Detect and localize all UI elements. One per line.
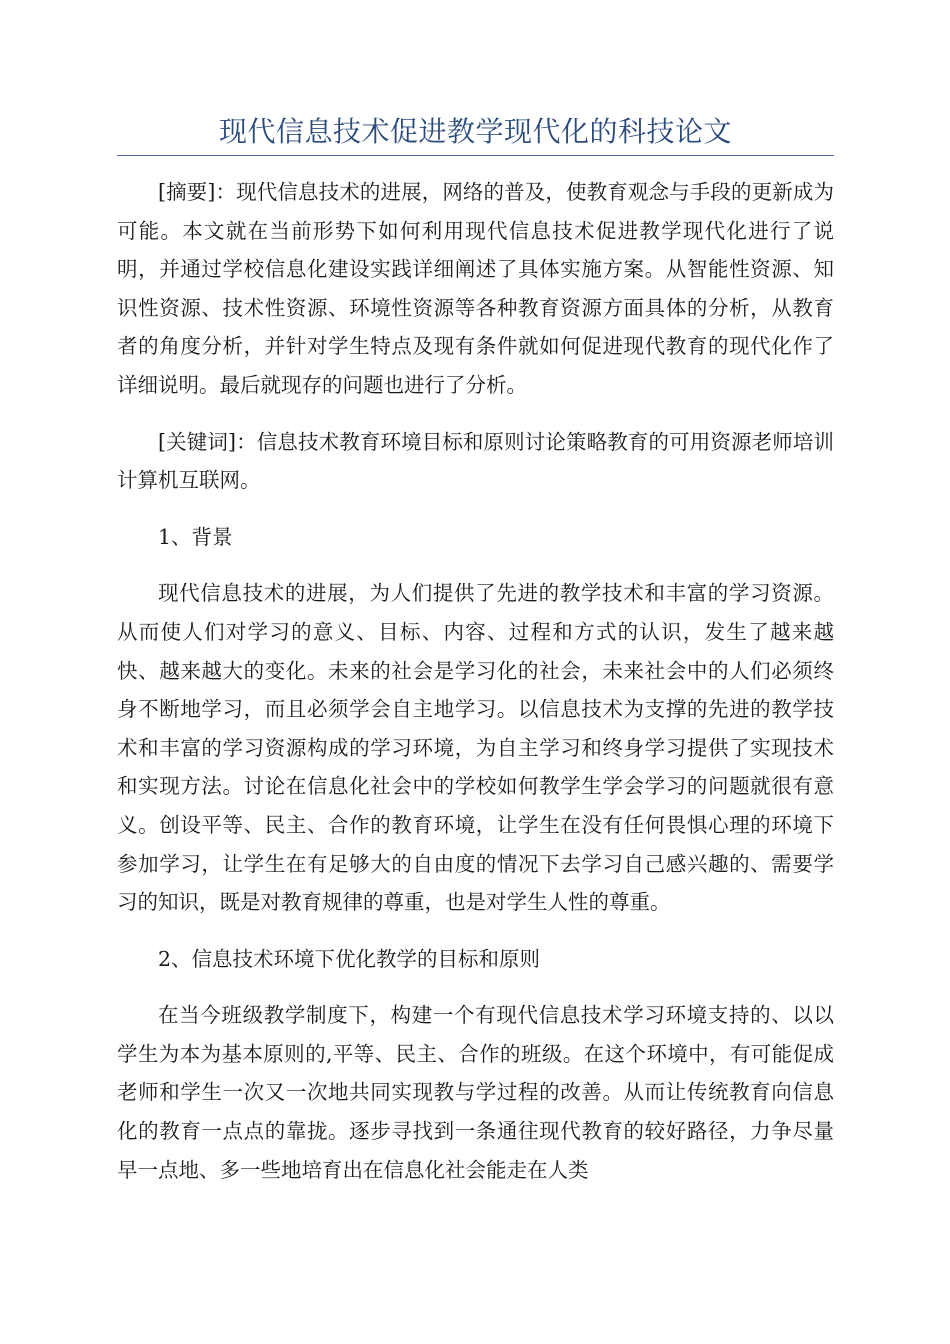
title-underline bbox=[117, 155, 834, 156]
background-paragraph: 现代信息技术的进展，为人们提供了先进的教学技术和丰富的学习资源。从而使人们对学习的意义、目标、内容、过程和方式的认识，发生了越来越快、越来越大的变化。未来的社会是学习化的社会，未来社会中的人们必须终身不断地学习，而且必须学会自主地学习。以信息技术为支撑的先进的教学技术和丰富的学习资源构成的学习环境，为自主学习和终身学习提供了实现技术和实现方法。讨论在信息化社会中的学校如何教学生学会学习的问题就很有意义。创设平等、民主、合作的教育环境，让学生在没有任何畏惧心理的环境下参加学习，让学生在有足够大的自由度的情况下去学习自己感兴趣的、需要学习的知识，既是对教育规律的尊重，也是对学生人性的尊重。 bbox=[117, 581, 834, 915]
section-heading-goals: 2、信息技术环境下优化教学的目标和原则 bbox=[158, 946, 541, 971]
document-title: 现代信息技术促进教学现代化的科技论文 bbox=[218, 115, 732, 148]
goals-paragraph: 在当今班级教学制度下，构建一个有现代信息技术学习环境支持的、以以学生为本为基本原则的,平等、民主、合作的班级。在这个环境中，有可能促成老师和学生一次又一次地共同实现教与学过程的改善。从而让传统教育向信息化的教育一点点的靠拢。逐步寻找到一条通往现代教育的较好路径，力争尽量早一点地、多一些地培育出在信息化社会能走在人类 bbox=[117, 1003, 834, 1182]
keywords-paragraph: [关键词]：信息技术教育环境目标和原则讨论策略教育的可用资源老师培训计算机互联网。 bbox=[117, 429, 834, 493]
document-body bbox=[117, 173, 834, 1207]
section-heading-background: 1、背景 bbox=[158, 524, 233, 549]
abstract-paragraph: [摘要]：现代信息技术的进展，网络的普及，使教育观念与手段的更新成为可能。本文就在当前形势下如何利用现代信息技术促进教学现代化进行了说明，并通过学校信息化建设实践详细阐述了具体实施方案。从智能性资源、知识性资源、技术性资源、环境性资源等各种教育资源方面具体的分析，从教育者的角度分析，并针对学生特点及现有条件就如何促进现代教育的现代化作了详细说明。最后就现存的问题也进行了分析。 bbox=[117, 180, 834, 397]
